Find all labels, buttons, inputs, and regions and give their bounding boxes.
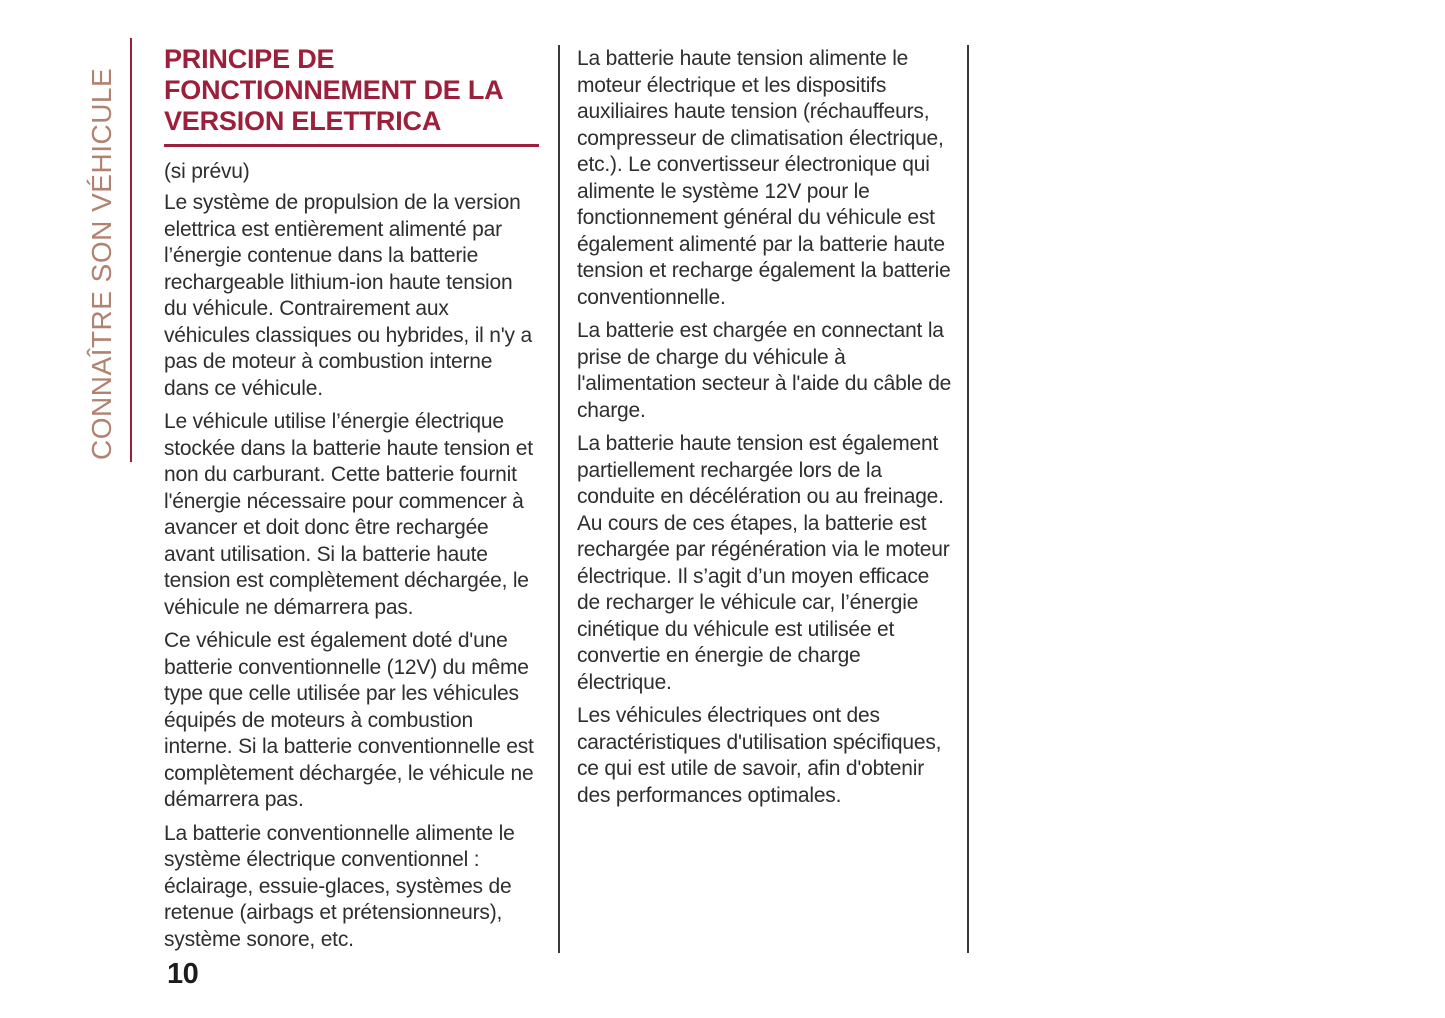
paragraph: La batterie conventionnelle alimente le système électrique conventionnel : éclairage, essuie-glaces, systèmes de retenue (airbags et prétensionneurs), système sonore, etc. xyxy=(164,821,515,951)
column-right xyxy=(577,46,953,816)
paragraph: La batterie haute tension alimente le moteur électrique et les dispositifs auxiliaires haute tension (réchauffeurs, compresseur de climatisation électrique, etc.). Le convertisseur électronique qui alimente le système 12V pour le fonctionnement général du véhicule est également alimenté par la batterie haute tension et recharge également la batterie conventionnelle. xyxy=(577,47,951,309)
section-subtitle: (si prévu) xyxy=(164,160,250,183)
paragraph: Les véhicules électriques ont des caractéristiques d'utilisation spécifiques, ce qui est utile de savoir, afin d'obtenir des performances optimales. xyxy=(577,704,942,807)
column-left xyxy=(164,44,539,960)
section-title: PRINCIPE DE FONCTIONNEMENT DE LA VERSION ELETTRICA xyxy=(164,44,503,136)
sidebar-rule xyxy=(130,38,132,462)
paragraph: Le système de propulsion de la version elettrica est entièrement alimenté par l’énergie contenue dans la batterie rechargeable lithium-ion haute tension du véhicule. Contrairement aux véhicules classiques ou hybrides, il n'y a pas de moteur à combustion interne dans ce véhicule. xyxy=(164,191,532,400)
paragraph: Le véhicule utilise l’énergie électrique stockée dans la batterie haute tension et non du carburant. Cette batterie fournit l'énergie nécessaire pour commencer à avancer et doit donc être rechargée avant utilisation. Si la batterie haute tension est complètement déchargée, le véhicule ne démarrera pas. xyxy=(164,410,533,619)
paragraph: La batterie haute tension est également partiellement rechargée lors de la conduite en décélération ou au freinage. Au cours de ces étapes, la batterie est rechargée par régénération via le moteur électrique. Il s’agit d’un moyen efficace de recharger le véhicule car, l’énergie cinétique du véhicule est utilisée et convertie en énergie de charge électrique. xyxy=(577,432,950,694)
paragraph: La batterie est chargée en connectant la prise de charge du véhicule à l'alimentation secteur à l'aide du câble de charge. xyxy=(577,319,952,422)
chapter-sidebar-label: CONNAÎTRE SON VÉHICULE xyxy=(86,67,117,460)
column-divider-right xyxy=(967,45,969,953)
title-underline xyxy=(164,144,539,147)
page-number: 10 xyxy=(167,958,199,990)
right-column-paragraphs xyxy=(577,46,953,809)
left-column-paragraphs xyxy=(164,190,539,953)
paragraph: Ce véhicule est également doté d'une batterie conventionnelle (12V) du même type que celle utilisée par les véhicules équipés de moteurs à combustion interne. Si la batterie conventionnelle est complètement déchargée, le véhicule ne démarrera pas. xyxy=(164,629,534,811)
column-divider-left xyxy=(558,45,560,953)
